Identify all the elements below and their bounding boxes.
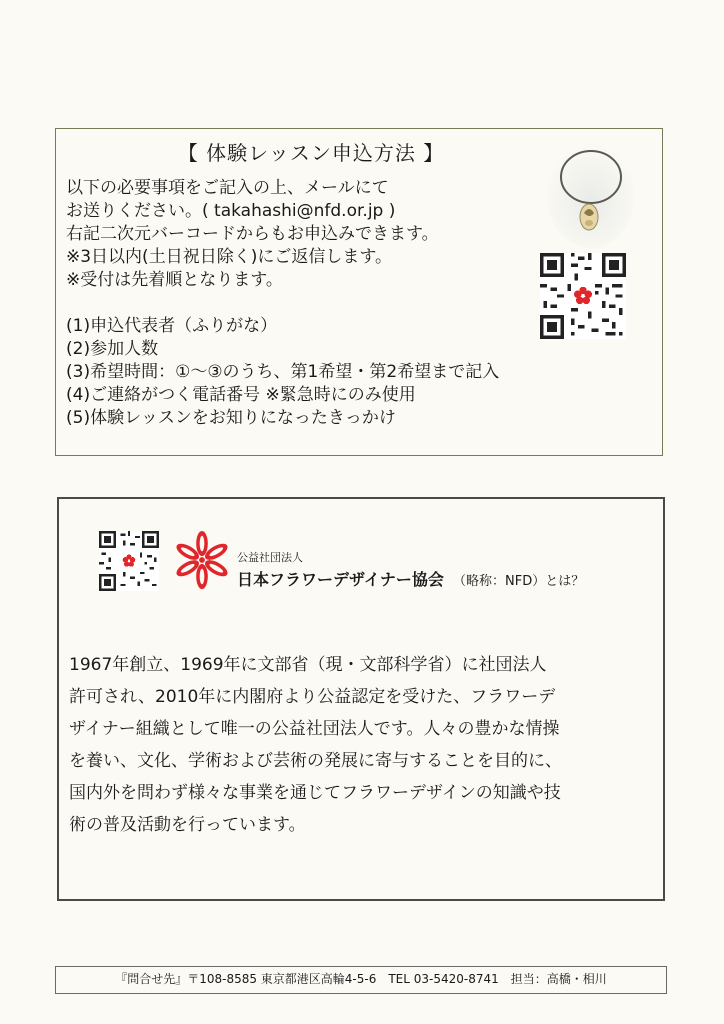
contact-footer: 『問合せ先』〒108-8585 東京都港区高輪4-5-6 TEL 03-5420-8741 担当：高橋・相川 — [55, 966, 667, 994]
intro-line: 以下の必要事項をご記入の上、メールにて — [66, 178, 389, 198]
description-line: ザイナー組織として唯一の公益社団法人です。人々の豊かな情操 — [69, 719, 560, 739]
qr-code-icon — [99, 531, 159, 591]
intro-line: お送りください。( takahashi@nfd.or.jp ) — [66, 201, 396, 221]
list-item: (1)申込代表者（ふりがな） — [66, 316, 278, 336]
org-name: 日本フラワーデザイナー協会 — [237, 570, 444, 589]
description-line: を養い、文化、学術および芸術の発展に寄与することを目的に、 — [69, 751, 562, 771]
description-line: 1967年創立、1969年に文部省（現・文部科学省）に社団法人 — [69, 655, 547, 675]
list-item: (4)ご連絡がつく電話番号 ※緊急時にのみ使用 — [66, 385, 416, 405]
application-title: 【 体験レッスン申込方法 】 — [177, 141, 445, 165]
intro-line: ※3日以内(土日祝日除く)にご返信します。 — [66, 247, 392, 267]
nfd-flower-logo-icon — [171, 529, 233, 591]
org-abbrev-question: （略称：NFD）とは？ — [453, 574, 585, 589]
list-item: (5)体験レッスンをお知りになったきっかけ — [66, 408, 396, 428]
intro-line: 右記二次元バーコードからもお申込みできます。 — [66, 224, 439, 244]
intro-line: ※受付は先着順となります。 — [66, 270, 283, 290]
application-intro — [66, 177, 439, 292]
list-item: (3)希望時間：①〜③のうち、第1希望・第2希望まで記入 — [66, 362, 500, 382]
about-nfd-box — [57, 497, 665, 901]
description-line: 国内外を問わず様々な事業を通じてフラワーデザインの知識や技 — [69, 783, 561, 803]
description-line: 許可され、2010年に内閣府より公益認定を受けた、フラワーデ — [69, 687, 556, 707]
application-method-box — [55, 128, 663, 456]
necklace-photo — [546, 141, 636, 251]
description-line: 術の普及活動を行っています。 — [69, 815, 306, 835]
required-items-list — [66, 315, 499, 430]
qr-code-icon — [540, 253, 626, 339]
org-description — [69, 649, 659, 841]
org-type-label: 公益社団法人 — [237, 551, 303, 564]
list-item: (2)参加人数 — [66, 339, 159, 359]
